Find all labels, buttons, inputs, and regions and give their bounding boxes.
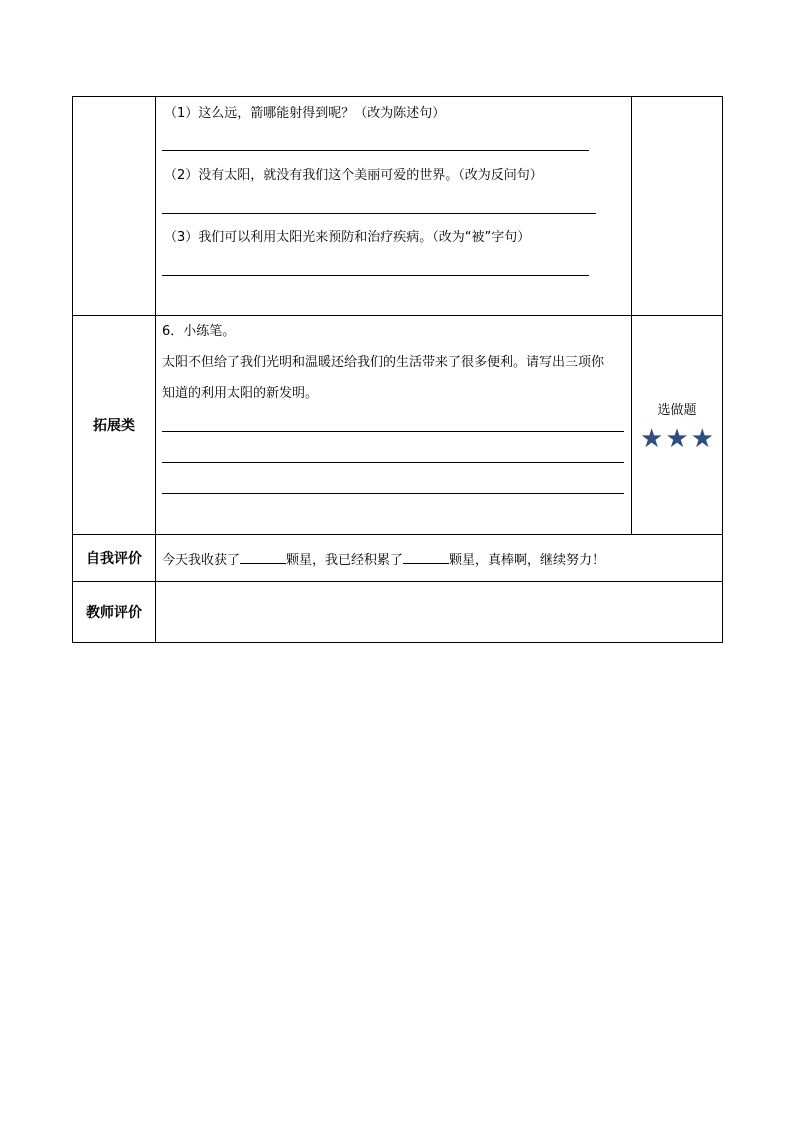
question-3: （3）我们可以利用太阳光来预防和治疗疾病。（改为“被”字句） (164, 230, 531, 245)
grammar-side-cell (632, 97, 723, 316)
star-count-blank-1[interactable] (240, 549, 286, 564)
star-icon: ★ (640, 423, 664, 454)
self-eval-part1: 今天我收获了 (162, 552, 241, 568)
optional-label: 选做题 (657, 402, 697, 418)
question-2: （2）没有太阳，就没有我们这个美丽可爱的世界。（改为反问句） (164, 168, 543, 183)
self-eval-label: 自我评价 (73, 535, 156, 582)
exercise-prompt: 太阳不但给了我们光明和温暖还给我们的生活带来了很多便利。请写出三项你知道的利用太阳的新发明。 (162, 355, 605, 401)
self-eval-row (73, 535, 723, 582)
difficulty-stars (640, 423, 714, 454)
optional-cell (632, 316, 723, 535)
extension-row (73, 316, 723, 535)
answer-line-3[interactable] (162, 275, 589, 276)
teacher-eval-label: 教师评价 (73, 582, 156, 643)
question-1: （1）这么远，箭哪能射得到呢？（改为陈述句） (164, 106, 446, 121)
writing-line-3[interactable] (162, 493, 624, 494)
teacher-eval-cell[interactable] (156, 582, 723, 643)
grammar-label-cell (73, 97, 156, 316)
grammar-questions-cell (156, 97, 632, 316)
star-count-blank-2[interactable] (403, 549, 449, 564)
self-eval-part3: 颗星，真棒啊，继续努力！ (449, 552, 606, 568)
answer-line-2[interactable] (162, 213, 596, 214)
extension-content-cell (156, 316, 632, 535)
grammar-row (73, 97, 723, 316)
extension-label: 拓展类 (73, 316, 156, 535)
writing-line-2[interactable] (162, 462, 624, 463)
self-eval-text (156, 535, 723, 582)
exercise-number: 6．小练笔。 (162, 324, 236, 339)
star-icon: ★ (690, 423, 714, 454)
writing-line-1[interactable] (162, 431, 624, 432)
answer-line-1[interactable] (162, 150, 589, 151)
star-icon: ★ (665, 423, 689, 454)
teacher-eval-row (73, 582, 723, 643)
self-eval-part2: 颗星，我已经积累了 (286, 552, 404, 568)
worksheet-table (72, 96, 723, 643)
